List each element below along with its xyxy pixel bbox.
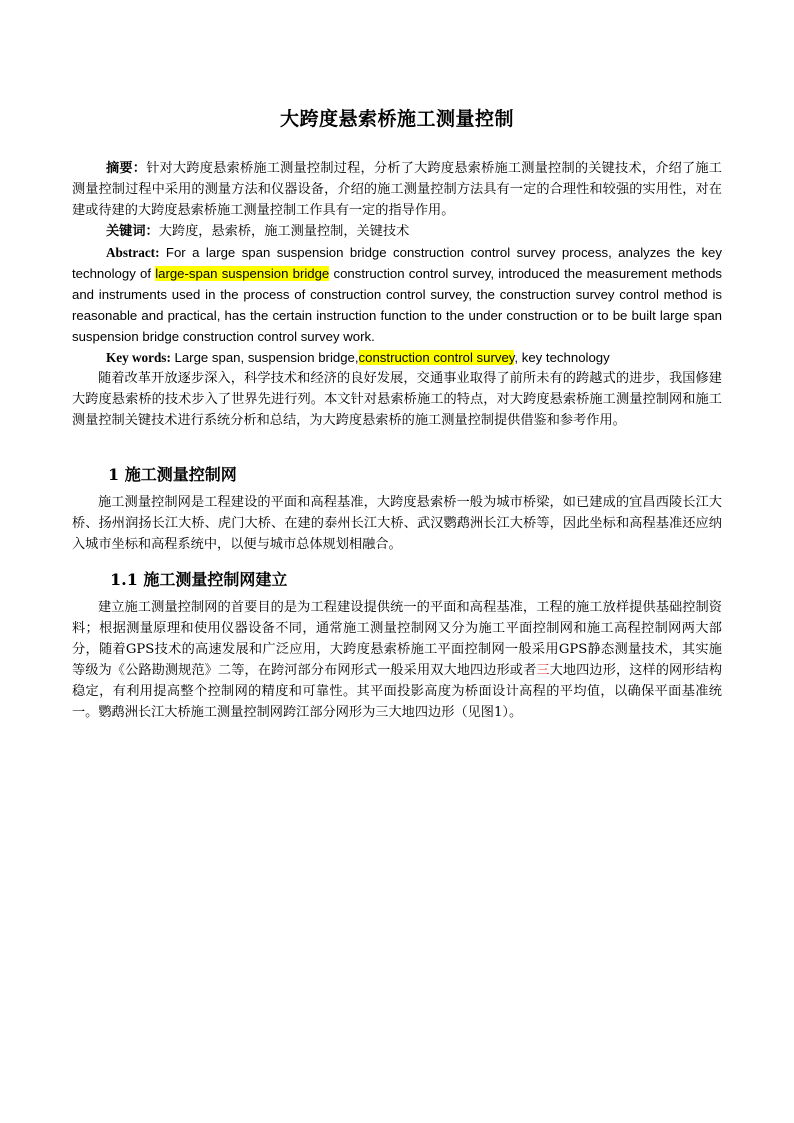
- abstract-en: [72, 242, 722, 347]
- keywords-en-part1: Large span, suspension bridge,: [174, 350, 359, 365]
- keywords-en: [72, 347, 722, 368]
- section-1-1-text-a: 建立施工测量控制网的首要目的是为工程建设提供统一的平面和高程基准，工程的施工放样提供基础控制资料；根据测量原理和使用仪器设备不同，通常施工测量控制网又分为施工平面控制网和施工高程控制网两大部分，随着GPS技术的高速发展和广泛应用，大跨度悬索桥施工平面控制网一般采用GPS静态测量技术，其实施等级为《公路勘测规范》二等，在跨河部分布网形式一般采用双大地四边形或者: [72, 600, 722, 678]
- abstract-en-highlight: large-span suspension bridge: [155, 266, 330, 281]
- document-title: 大跨度悬索桥施工测量控制: [279, 108, 514, 130]
- section-1-1-heading: 1.1 施工测量控制网建立: [110, 570, 288, 589]
- section-1-1-red-char: 三: [536, 663, 550, 678]
- abstract-en-part2: construction control survey, introduced the measurement methods and instruments used in the process of construction control survey, the construction survey control method is reasonable and practical, has the certain instruction function to the under construction or to be built large span suspension bridge construction control survey work.: [72, 266, 722, 344]
- section-1-heading: 1 施工测量控制网: [108, 465, 237, 484]
- abstract-cn: [72, 158, 722, 221]
- keywords-en-label: Key words:: [106, 350, 171, 365]
- keywords-cn-text: 大跨度，悬索桥，施工测量控制，关键技术: [158, 224, 410, 239]
- section-1-paragraph: 施工测量控制网是工程建设的平面和高程基准，大跨度悬索桥一般为城市桥梁，如已建成的宜昌西陵长江大桥、扬州润扬长江大桥、虎门大桥、在建的泰州长江大桥、武汉鹦鹉洲长江大桥等，因此坐标和高程基准还应纳入城市坐标和高程系统中，以便与城市总体规划相融合。: [72, 495, 722, 552]
- abstract-en-label: Abstract:: [106, 245, 160, 260]
- keywords-cn: [72, 221, 722, 242]
- section-1-1-text-b: 大地四边形，这样的网形结构稳定，有利用提高整个控制网的精度和可靠性。其平面投影高度为桥面设计高程的平均值，以确保平面基准统一。鹦鹉洲长江大桥施工测量控制网跨江部分网形为三大地四边形（见图1）。: [72, 663, 723, 720]
- abstract-cn-text: 针对大跨度悬索桥施工测量控制过程，分析了大跨度悬索桥施工测量控制的关键技术，介绍了施工测量控制过程中采用的测量方法和仪器设备，介绍的施工测量控制方法具有一定的合理性和较强的实用性，对在建或待建的大跨度悬索桥施工测量控制工作具有一定的指导作用。: [72, 161, 722, 218]
- keywords-cn-label: 关键词：: [106, 224, 159, 239]
- abstract-en-part1: For a large span suspension bridge construction control survey process, analyzes the key technology of: [72, 245, 722, 281]
- abstract-cn-label: 摘要：: [106, 161, 147, 176]
- keywords-en-highlight: construction control survey: [358, 350, 515, 365]
- keywords-en-part2: , key technology: [514, 350, 610, 365]
- section-1-1-paragraph: [72, 597, 722, 723]
- intro-paragraph: 随着改革开放逐步深入，科学技术和经济的良好发展，交通事业取得了前所未有的跨越式的进步，我国修建大跨度悬索桥的技术步入了世界先进行列。本文针对悬索桥施工的特点，对大跨度悬索桥施工测量控制网和施工测量控制关键技术进行系统分析和总结，为大跨度悬索桥的施工测量控制提供借鉴和参考作用。: [72, 371, 722, 428]
